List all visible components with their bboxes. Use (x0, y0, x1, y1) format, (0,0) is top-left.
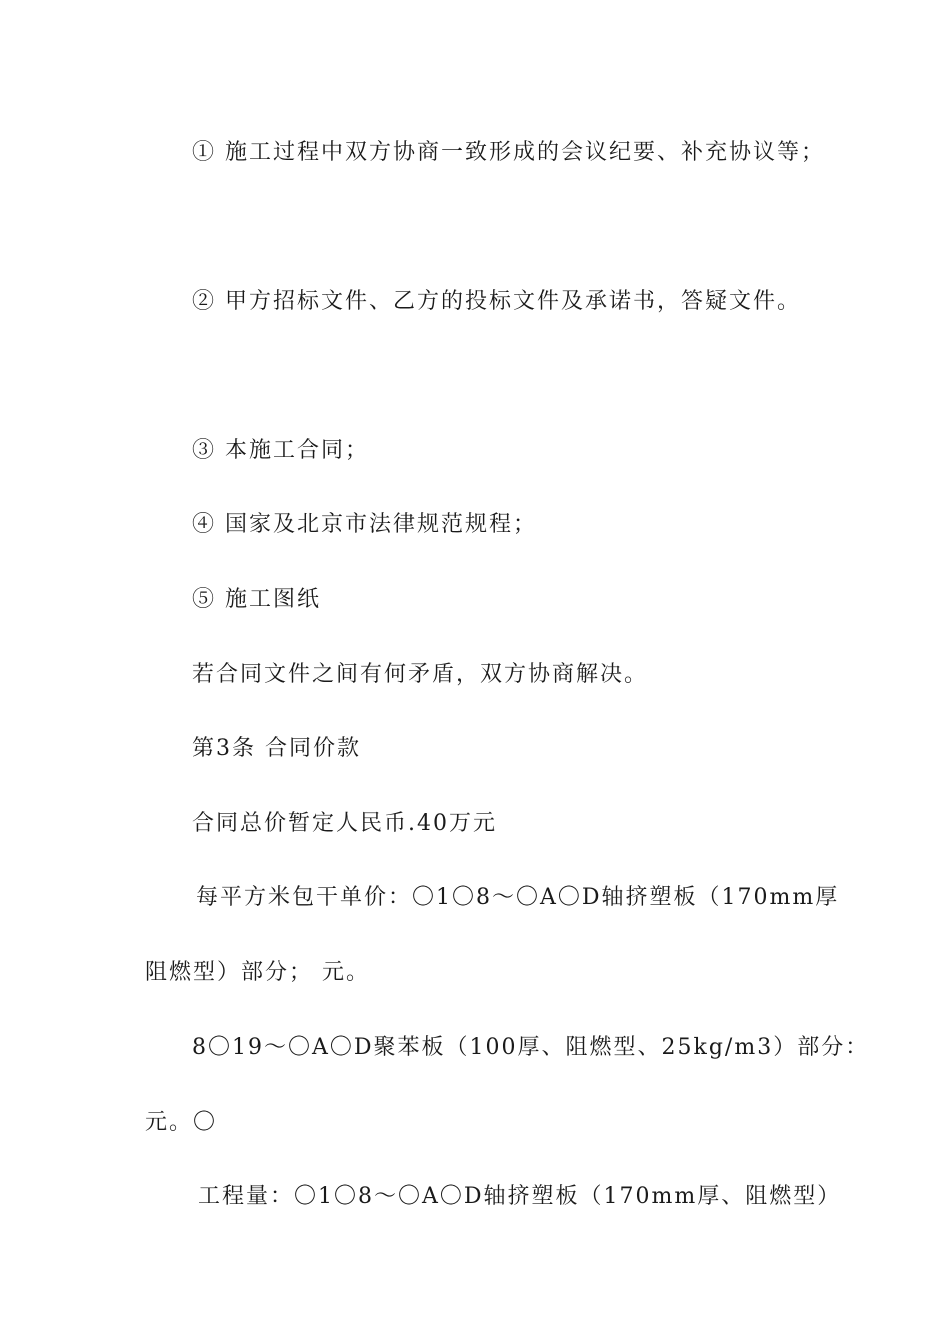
clause-item-5: ⑤ 施工图纸 (192, 587, 321, 612)
paragraph-polystyrene-line-1: 8〇19～〇A〇D聚苯板（100厚、阻燃型、25kg/m3）部分： (192, 1035, 870, 1060)
paragraph-polystyrene-line-2: 元。〇 (145, 1110, 218, 1135)
clause-item-2: ② 甲方招标文件、乙方的投标文件及承诺书，答疑文件。 (192, 289, 801, 314)
clause-item-1: ① 施工过程中双方协商一致形成的会议纪要、补充协议等； (192, 140, 825, 165)
paragraph-unit-price-line-2: 阻燃型）部分； 元。 (145, 960, 370, 985)
paragraph-unit-price-line-1: 每平方米包干单价：〇1〇8～〇A〇D轴挤塑板（170mm厚 (196, 885, 840, 910)
clause-item-4: ④ 国家及北京市法律规范规程； (192, 512, 537, 537)
section-heading-article-3: 第3条 合同价款 (192, 736, 361, 761)
paragraph-conflict-resolution: 若合同文件之间有何矛盾，双方协商解决。 (192, 662, 649, 687)
paragraph-contract-total: 合同总价暂定人民币.40万元 (192, 811, 497, 836)
paragraph-quantity: 工程量：〇1〇8～〇A〇D轴挤塑板（170mm厚、阻燃型） (198, 1184, 842, 1209)
clause-item-3: ③ 本施工合同； (192, 438, 369, 463)
